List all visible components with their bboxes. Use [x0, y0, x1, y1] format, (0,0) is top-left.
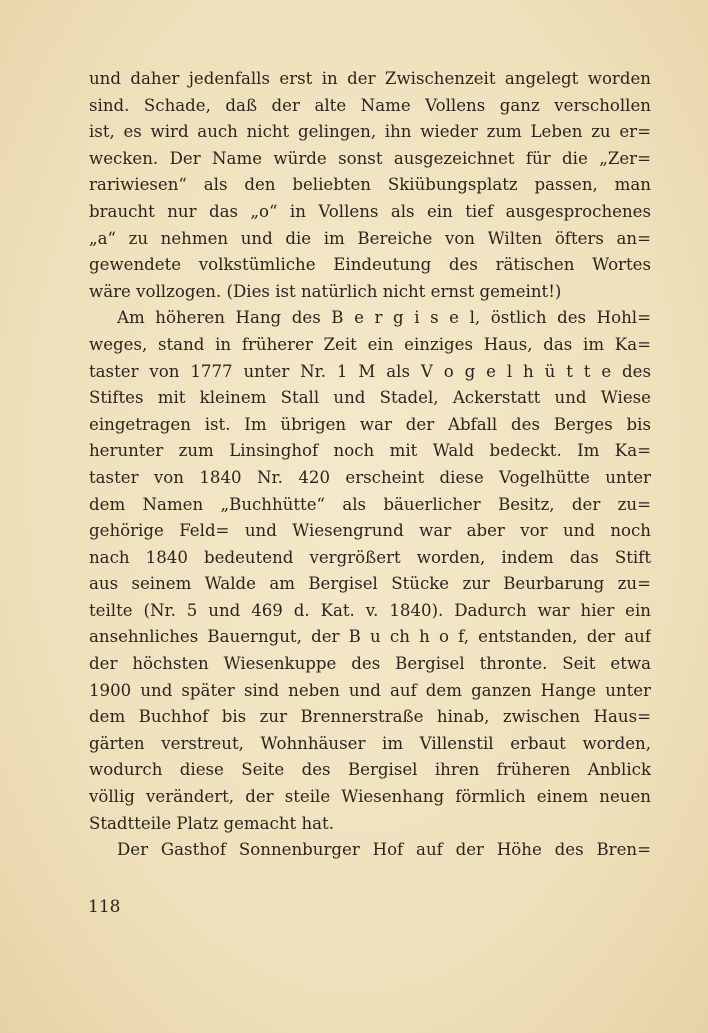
text-line: „a“ zu nehmen und die im Bereiche von Wilten öfters an=: [89, 228, 651, 248]
text-line: herunter zum Linsinghof noch mit Wald bedeckt. Im Ka=: [89, 441, 651, 461]
page-number: 118: [88, 897, 121, 917]
text-line: weges, stand in früherer Zeit ein einziges Haus, das im Ka=: [89, 334, 651, 354]
text-line: braucht nur das „o“ in Vollens als ein tief ausgesprochenes: [89, 201, 651, 221]
text-line: teilte (Nr. 5 und 469 d. Kat. v. 1840). Dadurch war hier ein: [89, 600, 651, 620]
text-line: taster von 1840 Nr. 420 erscheint diese Vogelhütte unter: [89, 467, 651, 487]
text-line: dem Namen „Buchhütte“ als bäuerlicher Besitz, der zu=: [89, 494, 651, 514]
paragraph-start-line: Am höheren Hang des B e r g i s e l, östlich des Hohl=: [117, 308, 651, 328]
text-line: gärten verstreut, Wohnhäuser im Villenstil erbaut worden,: [89, 733, 651, 753]
text-line: Stiftes mit kleinem Stall und Stadel, Ackerstatt und Wiese: [89, 388, 651, 408]
text-line: wodurch diese Seite des Bergisel ihren früheren Anblick: [89, 760, 651, 780]
text-line: wecken. Der Name würde sonst ausgezeichnet für die „Zer=: [89, 148, 651, 168]
paragraph-start-line: Der Gasthof Sonnenburger Hof auf der Höhe des Bren=: [117, 840, 651, 860]
text-line: eingetragen ist. Im übrigen war der Abfall des Berges bis: [89, 414, 651, 434]
text-line: Stadtteile Platz gemacht hat.: [89, 813, 334, 833]
text-line: ist, es wird auch nicht gelingen, ihn wieder zum Leben zu er=: [89, 122, 651, 142]
text-line: aus seinem Walde am Bergisel Stücke zur Beurbarung zu=: [89, 574, 651, 594]
text-line: gehörige Feld= und Wiesengrund war aber vor und noch: [89, 521, 651, 541]
body-text: [89, 66, 651, 864]
text-line: taster von 1777 unter Nr. 1 M als V o g e l h ü t t e des: [89, 361, 651, 381]
text-line: dem Buchhof bis zur Brennerstraße hinab, zwischen Haus=: [89, 707, 651, 727]
text-line: ansehnliches Bauerngut, der B u ch h o f, entstanden, der auf: [89, 627, 651, 647]
text-line: 1900 und später sind neben und auf dem ganzen Hange unter: [89, 680, 651, 700]
text-line: rariwiesen“ als den beliebten Skiübungsplatz passen, man: [89, 175, 651, 195]
text-line: völlig verändert, der steile Wiesenhang förmlich einem neuen: [89, 787, 651, 807]
text-line: wäre vollzogen. (Dies ist natürlich nicht ernst gemeint!): [89, 281, 562, 301]
text-line: gewendete volkstümliche Eindeutung des rätischen Wortes: [89, 255, 651, 275]
text-line: der höchsten Wiesenkuppe des Bergisel thronte. Seit etwa: [89, 654, 651, 674]
text-line: sind. Schade, daß der alte Name Vollens ganz verschollen: [89, 95, 651, 115]
text-line: und daher jedenfalls erst in der Zwischenzeit angelegt worden: [89, 69, 651, 88]
text-line: nach 1840 bedeutend vergrößert worden, indem das Stift: [89, 547, 651, 567]
